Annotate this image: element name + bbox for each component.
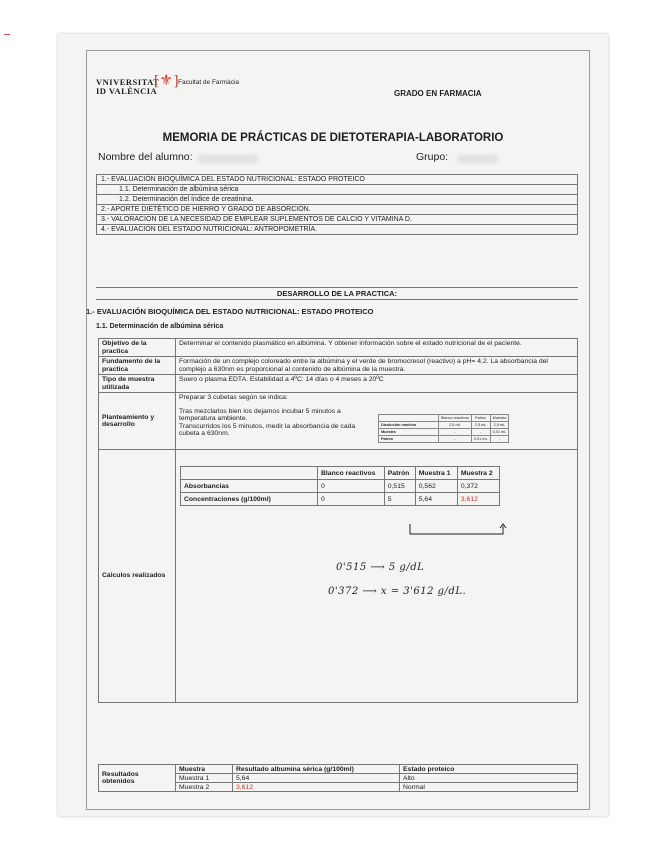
redacted-name [198,155,258,163]
objetivo-text: Determinar el contenido plasmático en albúmina. Y obtener información sobre el estado nutricional de el paciente. [176,339,578,357]
faculty-name: Facultat de Farmàcia [178,79,240,86]
table-row: Muestra 1 5,64 Alto [99,774,578,783]
resultados-label: Resultados obtenidos [99,765,176,792]
planteamiento-step: Preparar 3 cubetas según se indica: [179,394,288,401]
practice-table [98,338,578,703]
fundamento-text: Formación de un complejo coloreado entre la albúmina y el verde de bromocresol (reactivo) a pH= 4,2. La absorbancia del complejo a 630nm es proporcional al contenido de albúmina de la muestra. [176,357,578,375]
objetivo-label: Objetivo de la practica [99,339,176,357]
university-logo [96,73,240,96]
contents-table [96,174,578,235]
planteamiento-step: Tras mezclarlos bien los dejamos incubar 5 minutos a temperatura ambiente. [179,407,341,422]
fundamento-label: Fundamento de la practica [99,357,176,375]
table-row: Disolución reactiva 2,5 mL 2,5 mL 2,5 mL [379,422,509,429]
section-heading: 1.- EVALUACIÓN BIOQUÍMICA DEL ESTADO NUTRICIONAL: ESTADO PROTEICO [86,307,374,316]
document-title: MEMORIA DE PRÁCTICAS DE DIETOTERAPIA-LABORATORIO [162,132,504,144]
toc-item: 4.- EVALUACIÓN DEL ESTADO NUTRICIONAL: ANTROPOMETRÍA. [97,225,578,235]
university-name-line1: VNIVERSITAT [96,77,160,87]
university-name-line2: ID VALÈNCIA [96,86,158,96]
student-name-label: Nombre del alumno: [98,151,193,163]
tipo-text: Suero o plasma EDTA. Estabilidad a 4ºC: 14 días o 4 meses a 20ºC [176,375,578,393]
calculation-table: Blanco reactivos Patrón Muestra 1 Muestra 2 Absorbancias 0 0,515 0,562 0,372 Concentraciones (g/100ml) 0 5 5,64 3,612 [180,466,500,506]
toc-item: 1.- EVALUACIÓN BIOQUÍMICA DEL ESTADO NUTRICIONAL: ESTADO PROTEICO [97,175,578,185]
toc-item: 1.1. Determinación de albúmina sérica [97,185,578,195]
document-page [58,34,608,816]
handwritten-calc-2: 0'372 ⟶ x = 3'612 g/dL. [328,586,467,597]
handwritten-calc-1: 0'515 ⟶ 5 g/dL [336,562,425,573]
subsection-heading: 1.1. Determinación de albúmina sérica [96,323,224,330]
table-row: Muestra 2 3,612 Normal [99,783,578,792]
table-row: Concentraciones (g/100ml) 0 5 5,64 3,612 [181,493,500,506]
toc-item: 3.- VALORACION DE LA NECESIDAD DE EMPLEAR SUPLEMENTOS DE CALCIO Y VITAMINA D. [97,215,578,225]
redacted-group [458,155,498,163]
table-row: Absorbancias 0 0,515 0,562 0,372 [181,480,500,493]
planteamiento-cell [176,393,578,450]
results-table: Resultados obtenidos Muestra Resultado albumina sérica (g/100ml) Estado proteico Muestra 1 5,64 Alto Muestra 2 3,612 Normal [98,764,578,792]
degree-label: GRADO EN FARMACIA [394,89,482,98]
tipo-label: Tipo de muestra utilizada [99,375,176,393]
group-label: Grupo: [416,151,449,163]
planteamiento-step: Transcurridos los 5 minutos, medir la absorbancia de cada cubeta a 630nm. [179,422,356,437]
planteamiento-label: Planteamiento y desarrollo [99,393,176,450]
seal-icon: [⚜] [154,73,179,89]
edge-mark [4,34,10,35]
desarrollo-heading: DESARROLLO DE LA PRACTICA: [96,287,578,300]
toc-item: 1.2. Determinación del índice de creatinina. [97,195,578,205]
reagent-table: Blanco reactivos Patrón Muestra Disolución reactiva 2,5 mL 2,5 mL 2,5 mL Muestra - - 0,01 mL Patrón - 0,01 mL - [378,414,509,443]
table-row: Muestra - - 0,01 mL [379,429,509,436]
toc-item: 2.- APORTE DIETÉTICO DE HIERRO Y GRADO DE ABSORCIÓN. [97,205,578,215]
table-row: Patrón - 0,01 mL - [379,436,509,443]
bracket-mark [408,522,518,540]
calculos-label: Cálculos realizados [99,450,176,703]
